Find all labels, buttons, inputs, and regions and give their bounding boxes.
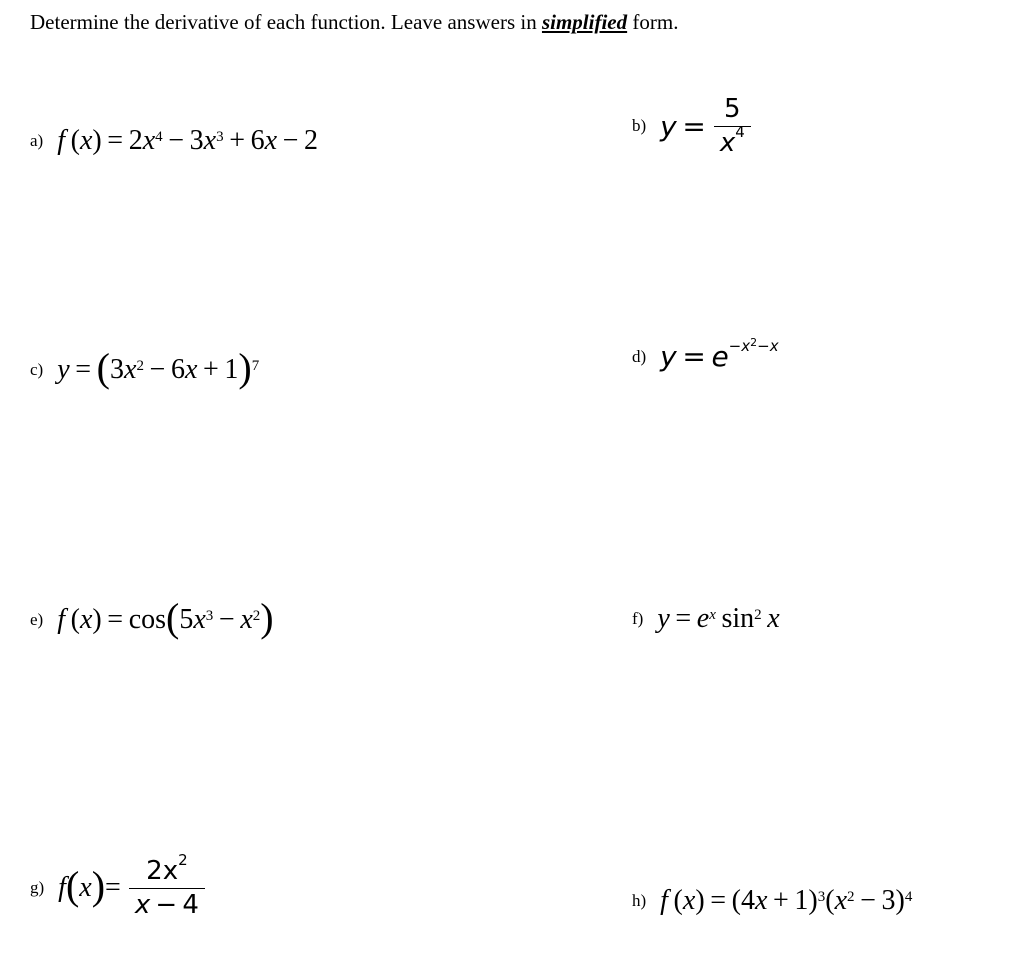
problem-b-fraction: $\frac{5}{x^4}$ [714, 95, 751, 157]
problem-b-expression: y = $\frac{5}{x^4}$ [660, 95, 751, 157]
problem-f-label: f) [632, 609, 644, 628]
instructions-after: form. [627, 10, 679, 34]
problem-g [30, 851, 205, 920]
problem-c-label: c) [30, 360, 44, 379]
problem-a-expression: f ( x ) = 2 x $^4$ − 3 x $^3$ + 6 x − 2 [57, 125, 319, 156]
problem-h-label: h) [632, 891, 647, 910]
problem-d-label: d) [632, 346, 647, 366]
problem-b-label: b) [632, 116, 647, 136]
problem-a [30, 125, 318, 157]
problem-d-expression: y = e $^{-x^2 -x}$ [660, 335, 779, 373]
instructions-emphasis: simplified [541, 10, 628, 34]
problem-f [632, 603, 780, 635]
problem-c [30, 345, 260, 390]
problem-e-expression: f ( x ) = cos ( 5 x $^3$ − x $^2$ ) [57, 595, 274, 640]
problem-e-label: e) [30, 610, 44, 629]
problem-e [30, 595, 274, 640]
problem-c-expression: y = ( 3 x $^2$ − 6 x + 1 ) $^7$ [57, 345, 260, 390]
problem-h [632, 885, 912, 917]
problem-g-expression: f ( x ) = $\frac{2x^2}{x - 4}$ [58, 857, 205, 919]
problem-g-label: g) [30, 878, 45, 898]
problem-g-fraction: $\frac{2x^2}{x - 4}$ [129, 857, 205, 919]
problem-h-expression: f ( x ) = (4 x + 1) $^3$ ( x $^2$ − 3) $^4$ [660, 885, 913, 916]
problem-b-numerator: 5 [724, 94, 741, 124]
problem-b [632, 95, 751, 157]
problem-d [632, 335, 779, 373]
problem-a-label: a) [30, 131, 44, 150]
instructions-text [30, 10, 678, 35]
instructions-before: Determine the derivative of each function. Leave answers in [30, 10, 542, 34]
problem-f-expression: y = e $^x$ sin $^2$ x [657, 603, 780, 634]
